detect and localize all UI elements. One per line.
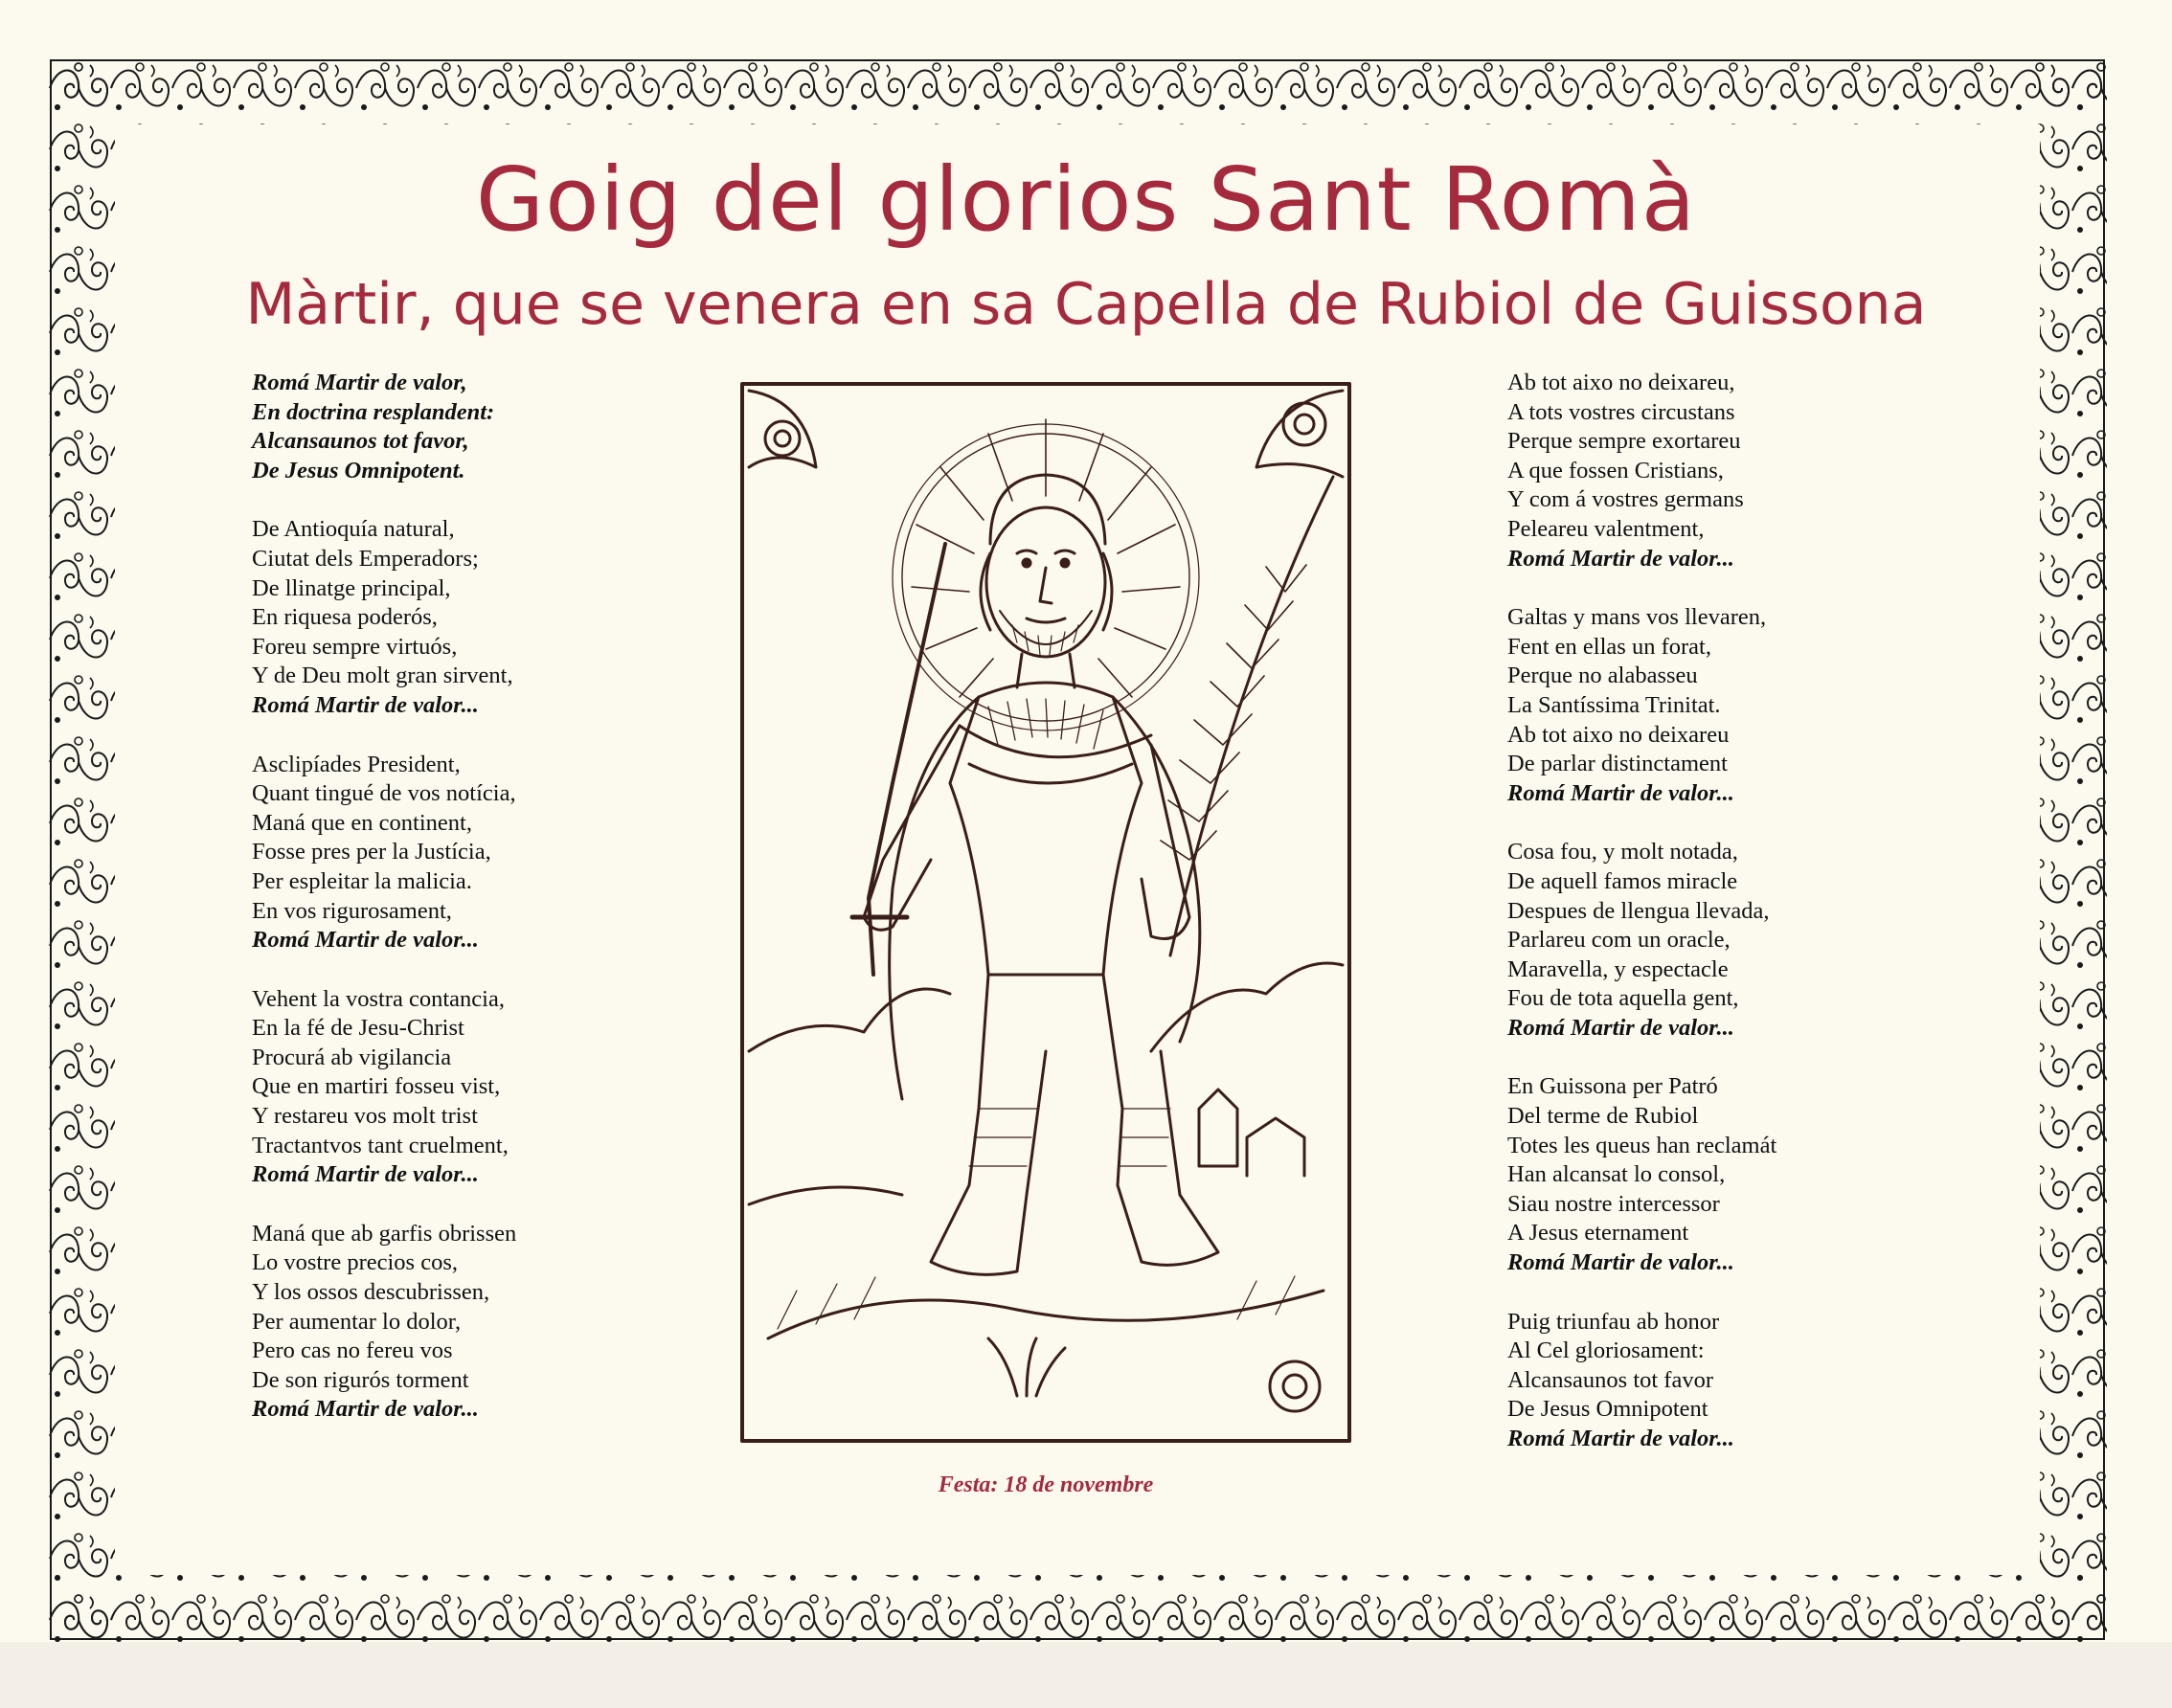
verse-line: Ciutat dels Emperadors; [252,545,479,572]
verse-line: De Antioquía natural, [252,516,455,543]
verse-line: En la fé de Jesu-Christ [252,1015,464,1042]
verse-line: Que en martiri fosseu vist, [252,1073,501,1100]
verse-line: Puig triunfau ab honor [1507,1308,1720,1335]
verse-line: De parlar distinctament [1507,751,1728,777]
verse-line: En vos rigurosament, [252,897,452,924]
right-verse-column [1507,369,1948,1484]
verse-line: En Guissona per Patró [1507,1073,1718,1100]
verse-line: Siau nostre intercessor [1507,1190,1720,1217]
verse-line: Asclipíades President, [252,751,461,777]
verse-refrain: Romá Martir de valor... [252,927,479,954]
verse-line: A tots vostres circustans [1507,398,1735,425]
verse-refrain: Romá Martir de valor... [1507,545,1734,572]
verse-refrain: Romá Martir de valor... [252,1396,479,1423]
verse-line: Perque no alabasseu [1507,663,1698,689]
verse-refrain: Romá Martir de valor... [1507,779,1734,806]
verse-line: Pero cas no fereu vos [252,1337,453,1364]
verse-line: En doctrina resplandent: [252,398,495,425]
verse-refrain: Romá Martir de valor... [1507,1426,1734,1451]
verse-line: Totes les queus han reclamát [1507,1132,1777,1158]
verse-line: La Santíssima Trinitat. [1507,691,1721,718]
page-title: Goig del glorios Sant Romà [475,148,1697,251]
verse-line: De aquell famos miracle [1507,867,1738,894]
feast-date: Festa: 18 de novembre [938,1472,1154,1497]
verse-refrain: Romá Martir de valor... [1507,1249,1734,1276]
verse-line: Alcansaunos tot favor [1507,1366,1713,1393]
verse-stanza [252,515,664,720]
verse-line: A Jesus eternament [1507,1220,1689,1247]
verse-refrain: Romá Martir de valor... [1507,1014,1734,1041]
verse-line: Al Cel gloriosament: [1507,1337,1705,1364]
saint-woodcut-icon [739,381,1352,1444]
verse-line: Alcansaunos tot favor, [252,428,469,455]
page-subtitle: Màrtir, que se venera en sa Capella de Rubiol de Guissona [245,271,1927,338]
verse-line: Ab tot aixo no deixareu [1507,721,1730,748]
verse-refrain: Romá Martir de valor... [252,1161,479,1188]
verse-line: Y restareu vos molt trist [252,1103,478,1130]
verse-line: Maravella, y espectacle [1507,955,1729,982]
verse-line: Galtas y mans vos llevaren, [1507,604,1767,631]
verse-stanza [1507,369,1948,573]
verse-line: Per aumentar lo dolor, [252,1308,462,1335]
verse-line: Vehent la vostra contancia, [252,985,505,1012]
verse-line: Procurá ab vigilancia [252,1044,452,1070]
verse-line: A que fossen Cristians, [1507,457,1724,483]
verse-line: Y los ossos descubrissen, [252,1279,490,1306]
verse-line: Y com á vostres germans [1507,486,1744,513]
verse-line: De Jesus Omnipotent. [252,457,465,483]
verse-line: Foreu sempre virtuós, [252,633,458,660]
verse-line: Despues de llengua llevada, [1507,897,1770,924]
verse-line: Fent en ellas un forat, [1507,633,1711,660]
verse-stanza [1507,603,1948,808]
verse-line: Fosse pres per la Justícia, [252,839,491,865]
verse-stanza [1507,838,1948,1043]
verse-line: Lo vostre precios cos, [252,1249,458,1276]
verse-line: En riquesa poderós, [252,604,438,631]
verse-line: Perque sempre exortareu [1507,428,1741,455]
verse-stanza [252,1220,664,1425]
verse-stanza [252,369,664,485]
verse-line: De Jesus Omnipotent [1507,1396,1708,1423]
verse-line: Y de Deu molt gran sirvent, [252,663,513,689]
verse-line: Cosa fou, y molt notada, [1507,839,1738,865]
verse-line: Parlareu com un oracle, [1507,927,1731,954]
verse-line: Peleareu valentment, [1507,515,1705,542]
verse-stanza [252,751,664,955]
verse-line: Per espleitar la malicia. [252,867,472,894]
verse-line: Ab tot aixo no deixareu, [1507,370,1735,395]
verse-line: De llinatge principal, [252,574,451,601]
verse-line: Quant tingué de vos notícia, [252,780,516,807]
verse-line: Maná que ab garfis obrissen [252,1220,517,1247]
verse-refrain: Romá Martir de valor... [252,691,479,718]
verse-stanza [1507,1308,1948,1454]
verse-line: De son rigurós torment [252,1366,469,1393]
verse-line: Han alcansat lo consol, [1507,1161,1726,1188]
verse-stanza [1507,1072,1948,1277]
left-verse-column [252,369,664,1454]
verse-stanza [252,985,664,1190]
verse-line: Maná que en continent, [252,809,472,836]
verse-line: Tractantvos tant cruelment, [252,1132,509,1158]
verse-line: Fou de tota aquella gent, [1507,985,1739,1012]
verse-line: Del terme de Rubiol [1507,1103,1699,1130]
verse-line: Romá Martir de valor, [252,370,467,395]
